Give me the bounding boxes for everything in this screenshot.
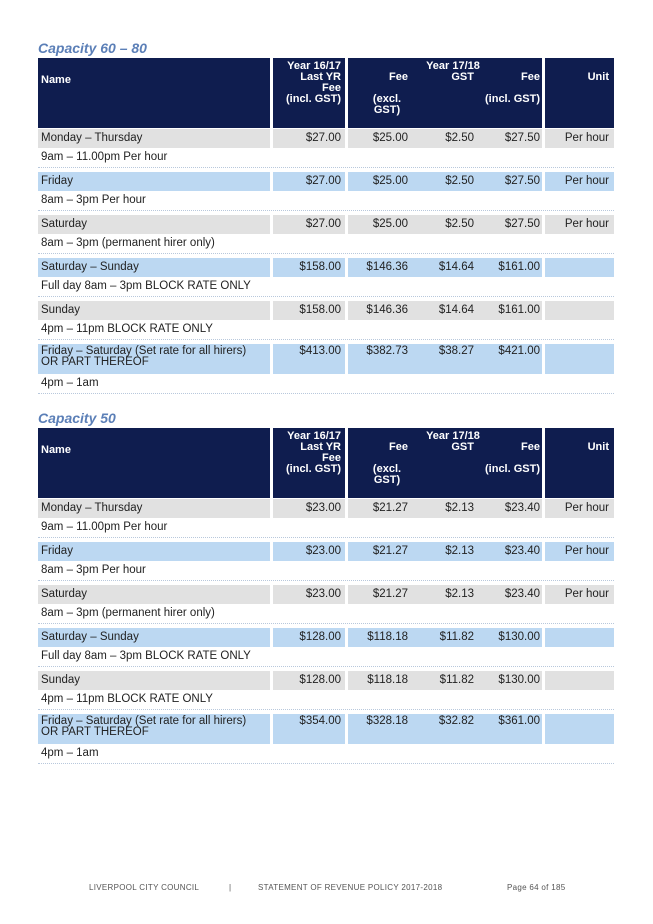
row-detail-text: 8am – 3pm (permanent hirer only) — [41, 237, 215, 249]
table-row — [38, 671, 614, 690]
row-unit — [545, 714, 609, 733]
row-detail — [38, 604, 614, 624]
row-unit: Per hour — [564, 588, 609, 600]
row-name: Saturday — [41, 218, 88, 230]
header-year-curr: Year 17/18 — [426, 60, 480, 72]
row-fee-excl: $146.36 — [366, 261, 408, 273]
table-header — [38, 58, 614, 128]
row-detail-text: Full day 8am – 3pm BLOCK RATE ONLY — [41, 280, 251, 292]
row-fee-incl: $23.40 — [504, 588, 540, 600]
row-name: Monday – Thursday — [41, 132, 143, 144]
row-fee-incl: $23.40 — [504, 502, 540, 514]
row-detail-text: 8am – 3pm (permanent hirer only) — [41, 607, 215, 619]
row-unit — [545, 628, 609, 647]
row-fee-incl: $161.00 — [498, 304, 540, 316]
table-row — [38, 172, 614, 191]
fee-section — [38, 408, 614, 764]
header-year-prev-line: Last YR — [300, 441, 341, 453]
row-name: Saturday – Sunday — [41, 261, 139, 273]
row-fee-incl: $161.00 — [498, 261, 540, 273]
row-detail — [38, 234, 614, 254]
row-name: Sunday — [41, 304, 81, 316]
row-fee-incl: $421.00 — [498, 345, 540, 357]
row-prev-fee: $158.00 — [299, 304, 341, 316]
row-gst: $2.50 — [445, 218, 474, 230]
table-row — [38, 258, 614, 277]
row-name — [41, 715, 247, 738]
row-unit: Per hour — [564, 545, 609, 557]
row-prev-fee: $27.00 — [305, 132, 341, 144]
header-year-prev-top: Year 16/17 — [287, 430, 341, 442]
footer-document-title: STATEMENT OF REVENUE POLICY 2017-2018 — [258, 883, 443, 892]
section-title: Capacity 50 — [38, 410, 116, 426]
row-fee-excl: $25.00 — [372, 218, 408, 230]
table-row — [38, 499, 614, 518]
row-unit: Per hour — [564, 218, 609, 230]
row-fee-incl: $130.00 — [498, 631, 540, 643]
header-fee-incl-line: Fee — [521, 71, 540, 83]
header-fee-incl-line: (incl. GST) — [485, 93, 540, 105]
row-gst: $2.13 — [445, 588, 474, 600]
row-gst: $11.82 — [439, 674, 474, 686]
row-detail-text: 4pm – 11pm BLOCK RATE ONLY — [41, 323, 213, 335]
row-fee-excl: $21.27 — [372, 588, 408, 600]
row-detail — [38, 320, 614, 340]
row-name — [41, 345, 247, 368]
header-year-prev — [273, 428, 341, 501]
row-prev-fee: $23.00 — [305, 502, 341, 514]
row-unit — [545, 301, 609, 320]
row-fee-excl: $25.00 — [372, 132, 408, 144]
row-fee-incl: $361.00 — [498, 715, 540, 727]
table-row — [38, 129, 614, 148]
row-detail — [38, 647, 614, 667]
row-name-line: Friday – Saturday (Set rate for all hirers) — [41, 345, 247, 357]
row-name-line: OR PART THEREOF — [41, 726, 149, 738]
row-fee-excl: $118.18 — [367, 674, 408, 686]
row-fee-excl: $21.27 — [372, 502, 408, 514]
table-row — [38, 542, 614, 561]
row-fee-excl: $146.36 — [366, 304, 408, 316]
header-fee-excl-line: (excl. — [372, 93, 402, 105]
footer-divider: | — [229, 883, 232, 892]
header-year-curr: Year 17/18 — [426, 430, 480, 442]
row-unit: Per hour — [564, 132, 609, 144]
row-fee-excl: $21.27 — [372, 545, 408, 557]
row-detail — [38, 561, 614, 581]
row-detail-text: 4pm – 1am — [41, 377, 99, 389]
row-fee-excl: $118.18 — [367, 631, 408, 643]
row-gst: $38.27 — [438, 345, 474, 357]
row-prev-fee: $354.00 — [299, 715, 341, 727]
header-fee-excl-line: Fee — [389, 71, 408, 83]
row-gst: $2.13 — [445, 545, 474, 557]
row-name-line: Friday – Saturday (Set rate for all hirers) — [41, 715, 247, 727]
header-unit: Unit — [587, 71, 609, 83]
header-year-prev-line: Fee — [322, 82, 341, 94]
table-row — [38, 628, 614, 647]
row-gst: $11.82 — [439, 631, 474, 643]
header-year-prev-line: (incl. GST) — [286, 93, 341, 105]
row-name: Saturday — [41, 588, 88, 600]
row-gst: $2.13 — [445, 502, 474, 514]
row-unit — [545, 344, 609, 363]
header-gst: GST — [451, 71, 474, 83]
row-prev-fee: $27.00 — [305, 175, 341, 187]
section-title: Capacity 60 – 80 — [38, 40, 147, 56]
row-prev-fee: $128.00 — [299, 674, 341, 686]
header-year-prev-top: Year 16/17 — [287, 60, 341, 72]
row-fee-incl: $23.40 — [504, 545, 540, 557]
row-name: Sunday — [41, 674, 81, 686]
row-gst: $14.64 — [438, 261, 474, 273]
row-prev-fee: $23.00 — [305, 588, 341, 600]
row-detail-text: 4pm – 11pm BLOCK RATE ONLY — [41, 693, 213, 705]
table-header — [38, 428, 614, 498]
footer-org: LIVERPOOL CITY COUNCIL — [89, 883, 200, 892]
row-fee-incl: $130.00 — [498, 674, 540, 686]
table-row — [38, 714, 614, 744]
header-fee-excl-line: (excl. — [372, 463, 402, 475]
row-fee-excl: $382.73 — [366, 345, 408, 357]
row-fee-incl: $27.50 — [504, 218, 540, 230]
header-fee-excl-line: Fee — [389, 441, 408, 453]
row-unit: Per hour — [564, 502, 609, 514]
table-row — [38, 301, 614, 320]
row-gst: $32.82 — [438, 715, 474, 727]
table-row — [38, 344, 614, 374]
row-fee-incl: $27.50 — [504, 132, 540, 144]
row-detail — [38, 374, 614, 394]
header-year-prev-line: Last YR — [300, 71, 341, 83]
header-gst: GST — [451, 441, 474, 453]
row-fee-incl: $27.50 — [504, 175, 540, 187]
header-year-prev — [273, 58, 341, 131]
row-gst: $2.50 — [445, 132, 474, 144]
row-detail-text: 9am – 11.00pm Per hour — [41, 151, 168, 163]
row-name: Monday – Thursday — [41, 502, 143, 514]
table-row — [38, 585, 614, 604]
row-detail-text: 4pm – 1am — [41, 747, 99, 759]
table-row — [38, 215, 614, 234]
header-fee-excl-line: GST) — [373, 104, 401, 116]
row-name: Friday — [41, 545, 73, 557]
row-unit — [545, 671, 609, 690]
row-prev-fee: $413.00 — [299, 345, 341, 357]
header-unit: Unit — [587, 441, 609, 453]
header-fee-incl-line: Fee — [521, 441, 540, 453]
row-unit — [545, 258, 609, 277]
row-detail — [38, 191, 614, 211]
row-fee-excl: $25.00 — [372, 175, 408, 187]
header-name: Name — [41, 444, 71, 456]
row-detail — [38, 277, 614, 297]
row-prev-fee: $27.00 — [305, 218, 341, 230]
row-prev-fee: $158.00 — [299, 261, 341, 273]
row-detail — [38, 518, 614, 538]
header-fee-excl-line: GST) — [373, 474, 401, 486]
row-name: Saturday – Sunday — [41, 631, 139, 643]
footer-page-number: Page 64 of 185 — [507, 883, 566, 892]
row-name: Friday — [41, 175, 73, 187]
header-name: Name — [41, 74, 71, 86]
row-prev-fee: $23.00 — [305, 545, 341, 557]
row-detail-text: Full day 8am – 3pm BLOCK RATE ONLY — [41, 650, 251, 662]
row-gst: $2.50 — [445, 175, 474, 187]
row-detail-text: 8am – 3pm Per hour — [41, 194, 146, 206]
header-year-prev-line: Fee — [322, 452, 341, 464]
row-name-line: OR PART THEREOF — [41, 356, 149, 368]
row-fee-excl: $328.18 — [366, 715, 408, 727]
row-detail — [38, 148, 614, 168]
header-year-prev-line: (incl. GST) — [286, 463, 341, 475]
row-prev-fee: $128.00 — [299, 631, 341, 643]
header-fee-incl-line: (incl. GST) — [485, 463, 540, 475]
row-unit: Per hour — [564, 175, 609, 187]
row-detail-text: 8am – 3pm Per hour — [41, 564, 146, 576]
row-gst: $14.64 — [438, 304, 474, 316]
row-detail — [38, 744, 614, 764]
row-detail — [38, 690, 614, 710]
row-detail-text: 9am – 11.00pm Per hour — [41, 521, 168, 533]
fee-section — [38, 38, 614, 394]
